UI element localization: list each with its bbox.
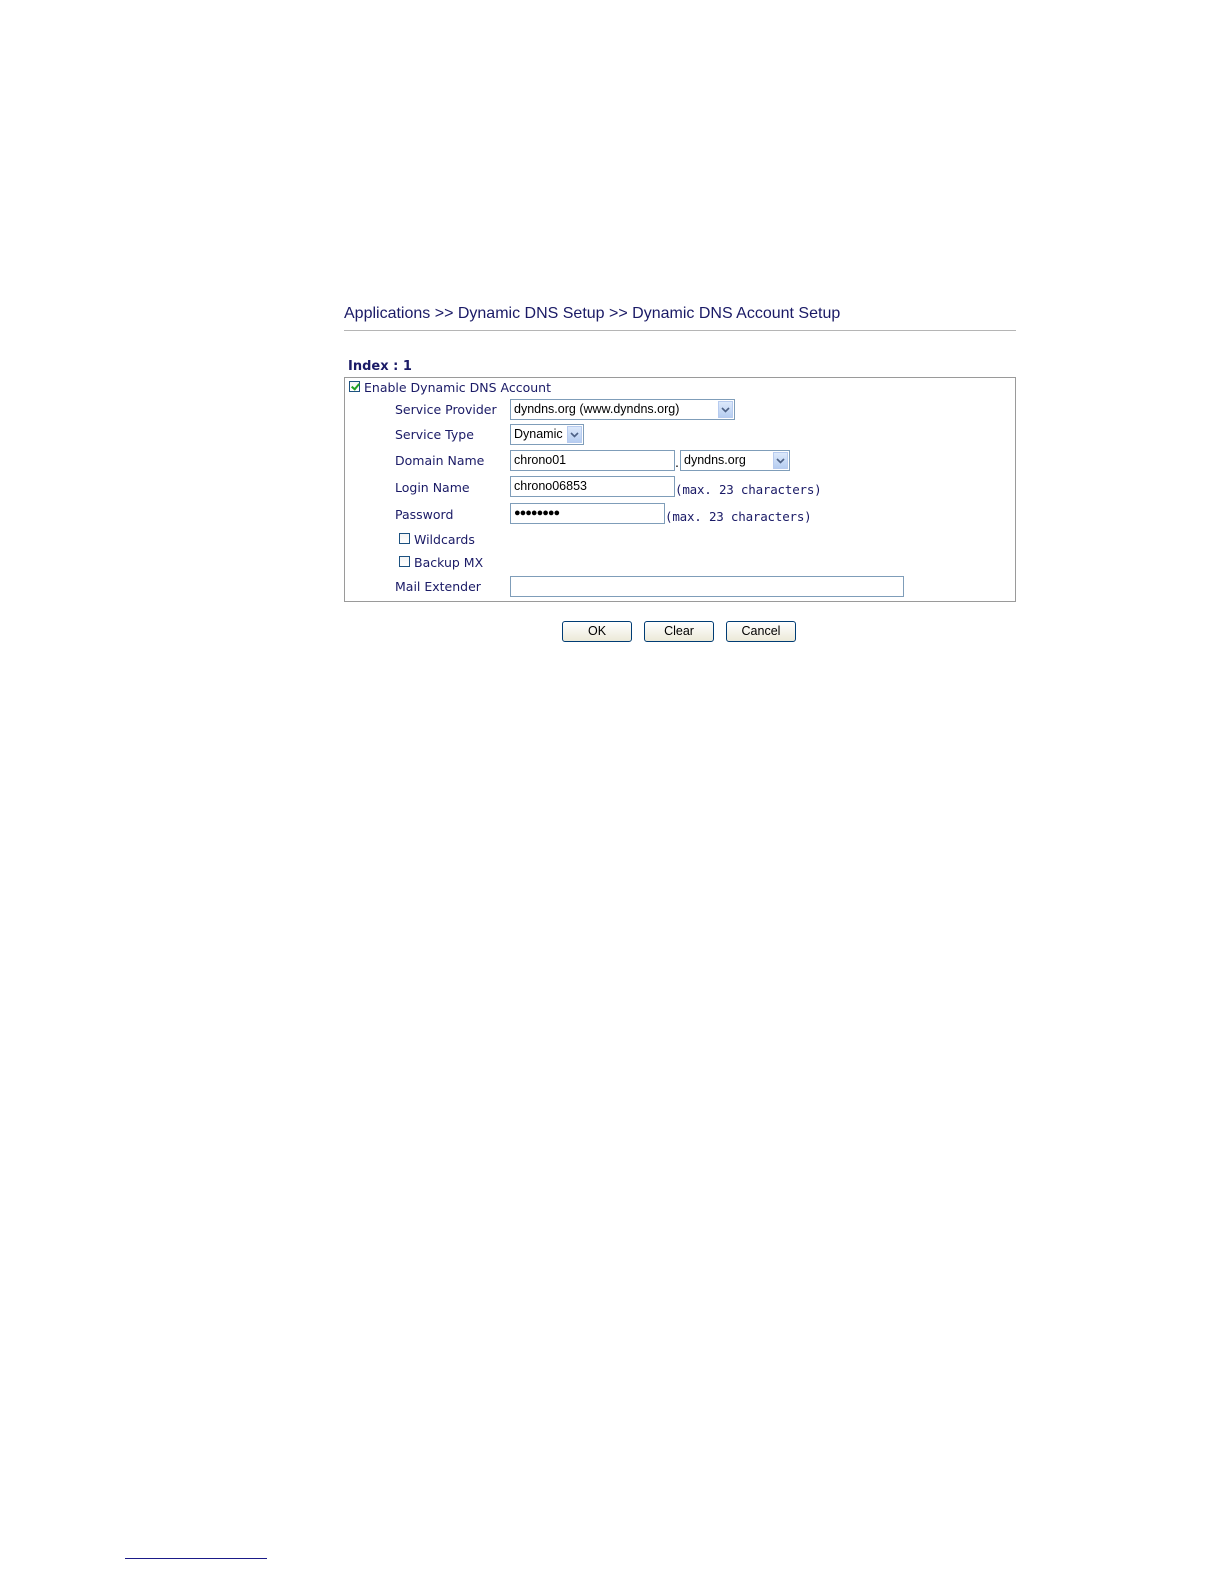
mail-extender-input[interactable] xyxy=(510,576,904,597)
mail-extender-label: Mail Extender xyxy=(395,579,481,594)
domain-suffix-select[interactable] xyxy=(680,450,790,471)
domain-separator: . xyxy=(675,455,679,470)
footnote-divider xyxy=(125,1558,267,1559)
enable-ddns-label: Enable Dynamic DNS Account xyxy=(364,380,552,395)
login-name-hint: (max. 23 characters) xyxy=(675,482,822,497)
service-type-label: Service Type xyxy=(395,427,474,442)
page-title: Applications >> Dynamic DNS Setup >> Dynamic DNS Account Setup xyxy=(344,305,841,322)
index-label: Index : 1 xyxy=(348,359,412,374)
password-hint: (max. 23 characters) xyxy=(665,509,812,524)
ok-button[interactable]: OK xyxy=(562,621,632,642)
cancel-button[interactable]: Cancel xyxy=(726,621,796,642)
login-name-input[interactable]: chrono06853 xyxy=(510,476,675,497)
title-divider xyxy=(344,330,1016,331)
service-provider-value: dyndns.org (www.dyndns.org) xyxy=(514,402,680,416)
clear-button[interactable]: Clear xyxy=(644,621,714,642)
password-input[interactable]: ●●●●●●●● xyxy=(510,503,665,524)
backup-mx-checkbox[interactable] xyxy=(399,556,410,567)
password-label: Password xyxy=(395,507,454,522)
wildcards-checkbox[interactable] xyxy=(399,533,410,544)
login-name-label: Login Name xyxy=(395,480,470,495)
wildcards-label: Wildcards xyxy=(414,532,475,547)
enable-ddns-checkbox[interactable] xyxy=(349,381,360,392)
domain-name-input[interactable]: chrono01 xyxy=(510,450,675,471)
domain-name-label: Domain Name xyxy=(395,453,485,468)
service-type-select[interactable] xyxy=(510,424,584,445)
service-provider-label: Service Provider xyxy=(395,402,497,417)
chevron-down-icon[interactable] xyxy=(773,452,788,469)
backup-mx-label: Backup MX xyxy=(414,555,484,570)
chevron-down-icon[interactable] xyxy=(567,426,582,443)
service-type-value: Dynamic xyxy=(514,427,563,441)
domain-suffix-value: dyndns.org xyxy=(684,453,746,467)
chevron-down-icon[interactable] xyxy=(718,401,733,418)
service-provider-select[interactable] xyxy=(510,399,735,420)
